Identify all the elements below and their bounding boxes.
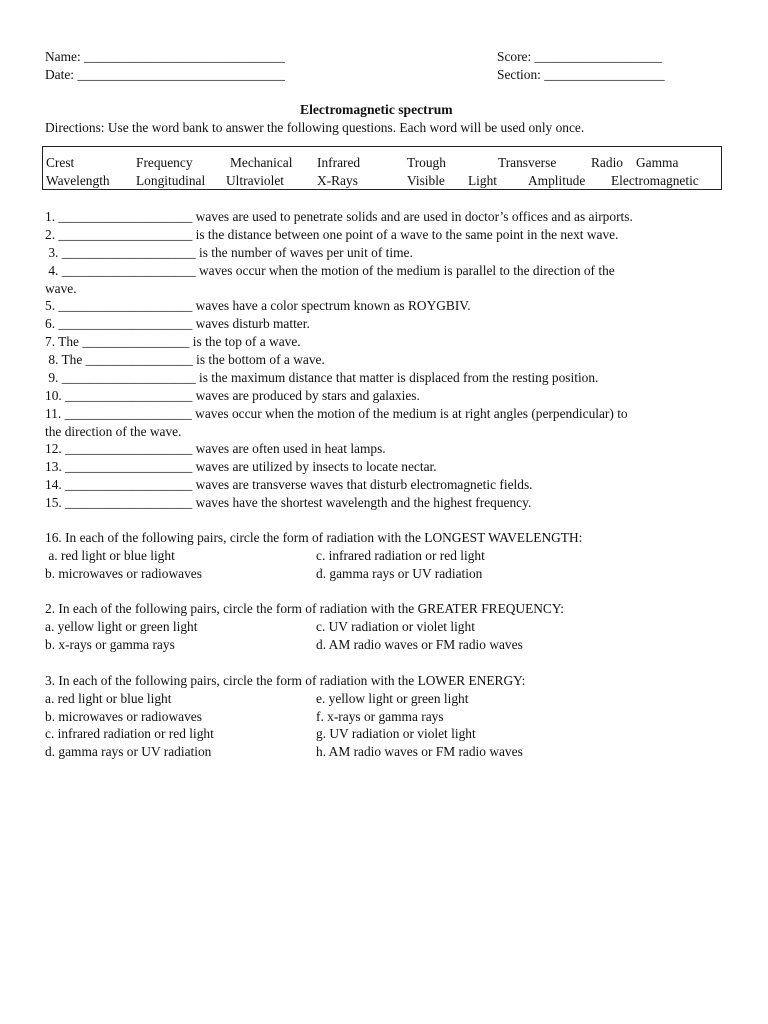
question-line: wave.	[45, 281, 77, 296]
question-line: 14. ___________________ waves are transverse waves that disturb electromagnetic fields.	[45, 477, 533, 492]
question-line: 9. ____________________ is the maximum distance that matter is displaced from the resting position.	[45, 370, 599, 385]
choice-pair: a. red light or blue light	[45, 691, 172, 706]
choice-pair: b. microwaves or radiowaves	[45, 566, 202, 581]
word-bank-word: Infrared	[317, 155, 361, 170]
question-line: 8. The ________________ is the bottom of a wave.	[45, 352, 325, 367]
choice-pair: e. yellow light or green light	[316, 691, 469, 706]
question-line: 12. ___________________ waves are often used in heat lamps.	[45, 441, 386, 456]
choice-pair: d. gamma rays or UV radiation	[45, 744, 212, 759]
choice-pair: c. UV radiation or violet light	[316, 619, 475, 634]
word-bank-word: Electromagnetic	[611, 173, 699, 188]
choice-pair: d. gamma rays or UV radiation	[316, 566, 483, 581]
choice-pair: b. x-rays or gamma rays	[45, 637, 175, 652]
section2-prompt: 2. In each of the following pairs, circle the form of radiation with the GREATER FREQUENCY:	[45, 601, 565, 616]
question-line: 5. ____________________ waves have a color spectrum known as ROYGBIV.	[45, 298, 471, 313]
question-line: 2. ____________________ is the distance between one point of a wave to the same point in the next wave.	[45, 227, 619, 242]
word-bank-word: Frequency	[136, 155, 193, 170]
section16-prompt: 16. In each of the following pairs, circle the form of radiation with the LONGEST WAVELENGTH:	[45, 530, 583, 545]
directions: Directions: Use the word bank to answer the following questions. Each word will be used only once.	[45, 120, 585, 135]
choice-pair: h. AM radio waves or FM radio waves	[316, 744, 523, 759]
choice-pair: f. x-rays or gamma rays	[316, 709, 444, 724]
word-bank-word: Transverse	[498, 155, 557, 170]
word-bank-word: Amplitude	[528, 173, 586, 188]
choice-pair: c. infrared radiation or red light	[45, 726, 214, 741]
question-line: 15. ___________________ waves have the shortest wavelength and the highest frequency.	[45, 495, 532, 510]
question-line: 4. ____________________ waves occur when the motion of the medium is parallel to the direction of the	[45, 263, 615, 278]
section3-prompt: 3. In each of the following pairs, circle the form of radiation with the LOWER ENERGY:	[45, 673, 526, 688]
question-line: 10. ___________________ waves are produced by stars and galaxies.	[45, 388, 420, 403]
question-line: 3. ____________________ is the number of waves per unit of time.	[45, 245, 413, 260]
word-bank-word: Radio	[591, 155, 623, 170]
word-bank-word: Wavelength	[46, 173, 110, 188]
question-line: 7. The ________________ is the top of a wave.	[45, 334, 301, 349]
page-title: Electromagnetic spectrum	[300, 102, 453, 117]
date-field: Date: _______________________________	[45, 67, 285, 82]
question-line: 11. ___________________ waves occur when the motion of the medium is at right angles (perpendicular) to	[45, 406, 628, 421]
section-field: Section: __________________	[497, 67, 665, 82]
choice-pair: b. microwaves or radiowaves	[45, 709, 202, 724]
word-bank-word: Trough	[407, 155, 446, 170]
word-bank-word: X-Rays	[317, 173, 358, 188]
choice-pair: d. AM radio waves or FM radio waves	[316, 637, 523, 652]
name-field: Name: ______________________________	[45, 49, 285, 64]
word-bank-word: Longitudinal	[136, 173, 206, 188]
question-line: the direction of the wave.	[45, 424, 182, 439]
word-bank-word: Gamma	[636, 155, 679, 170]
word-bank-word: Crest	[46, 155, 75, 170]
choice-pair: a. red light or blue light	[45, 548, 175, 563]
word-bank-word: Mechanical	[230, 155, 293, 170]
choice-pair: g. UV radiation or violet light	[316, 726, 476, 741]
question-line: 6. ____________________ waves disturb matter.	[45, 316, 310, 331]
word-bank-word: Ultraviolet	[226, 173, 285, 188]
score-field: Score: ___________________	[497, 49, 662, 64]
question-line: 13. ___________________ waves are utilized by insects to locate nectar.	[45, 459, 437, 474]
choice-pair: a. yellow light or green light	[45, 619, 198, 634]
word-bank	[42, 146, 722, 190]
word-bank-word: Light	[468, 173, 498, 188]
word-bank-word: Visible	[407, 173, 445, 188]
question-line: 1. ____________________ waves are used to penetrate solids and are used in doctor’s offices and as airports.	[45, 209, 633, 224]
choice-pair: c. infrared radiation or red light	[316, 548, 485, 563]
